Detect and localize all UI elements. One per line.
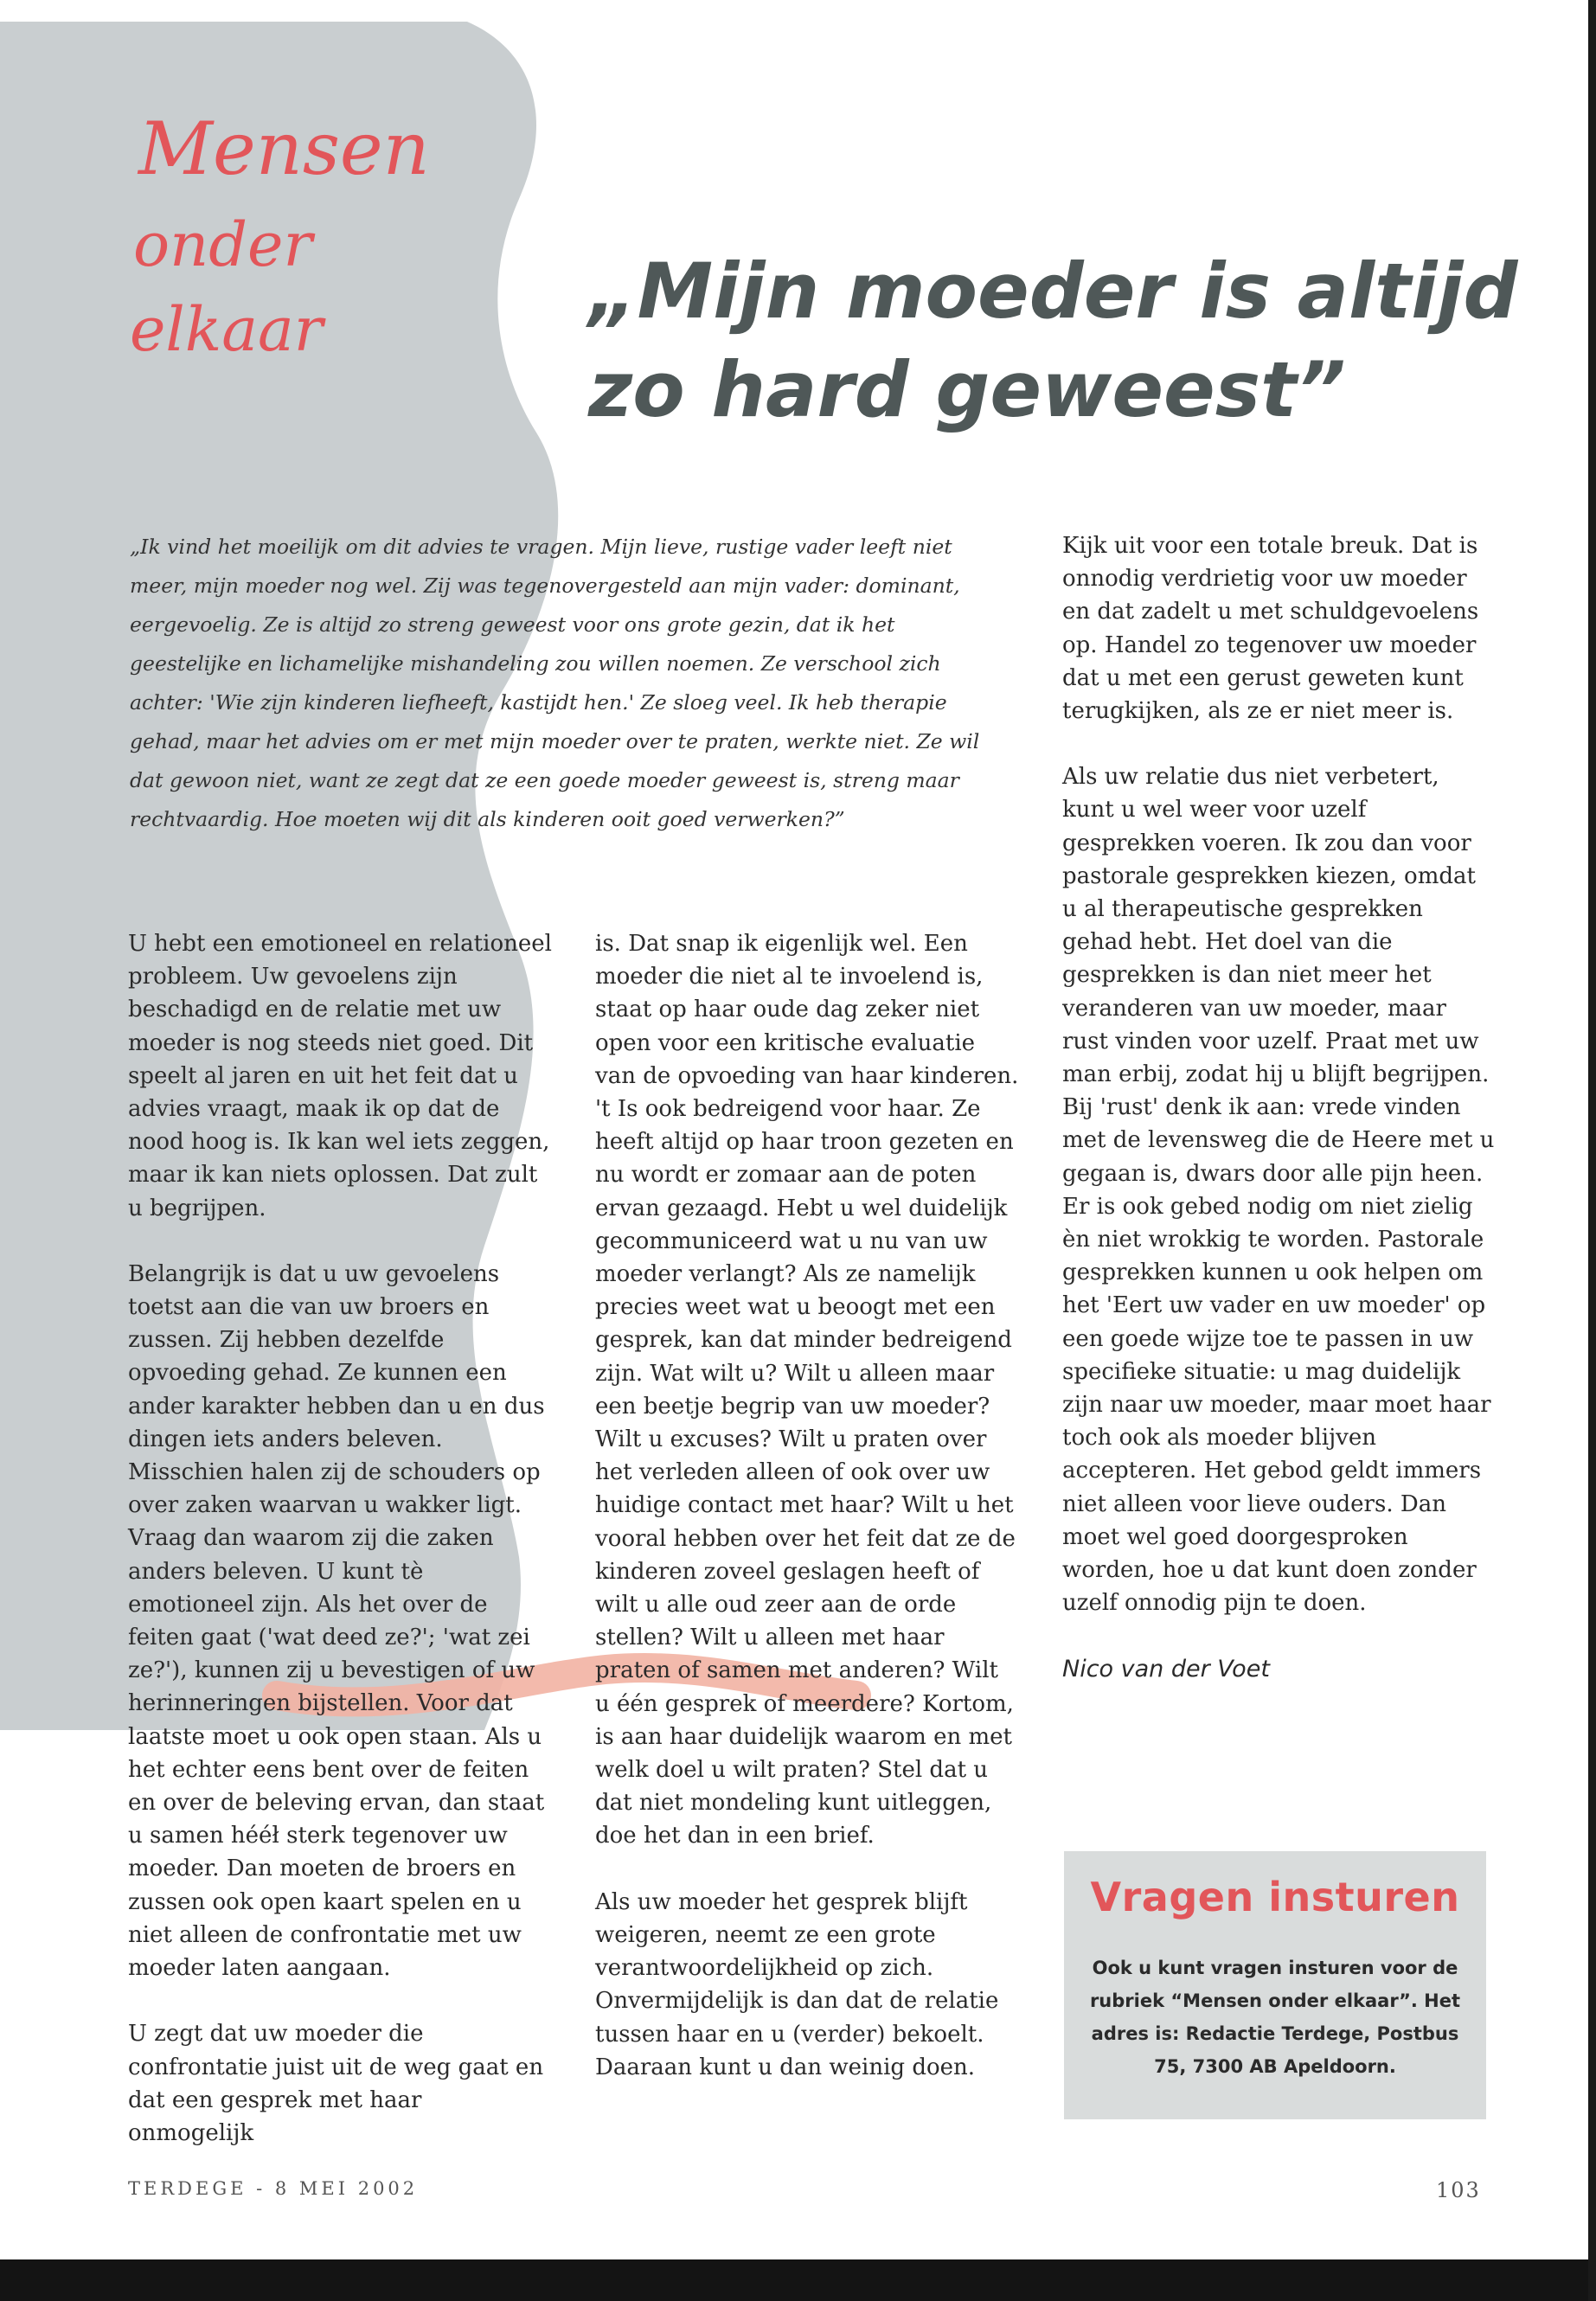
headline-line2: zo hard geweest” [588, 345, 1346, 434]
paragraph: Kijk uit voor een totale breuk. Dat is onnodig verdrietig voor uw moeder en dat zadelt u met schuldgevoelens op. Handel zo tegenover uw moeder dat u met een gerust geweten kunt terugkijken, als ze er niet meer is. [1062, 533, 1479, 725]
reader-question: „Ik vind het moeilijk om dit advies te vragen. Mijn lieve, rustige vader leeft niet meer, mijn moeder nog wel. Zij was tegenovergesteld aan mijn vader: dominant, eergevoelig. Ze is altijd zo streng geweest voor ons grote gezin, dat ik het geestelijke en lichamelijke mishandeling zou willen noemen. Ze verschool zich achter: 'Wie zijn kinderen liefheeft, kastijdt hen.' Ze sloeg veel. Ik heb therapie gehad, maar het advies om er met mijn moeder over te praten, werkte niet. Ze wil dat gewoon niet, want ze zegt dat ze een goede moeder geweest is, streng maar rechtvaardig. Hoe moeten wij dit als kinderen ooit goed verwerken?” [130, 535, 980, 831]
section-label [130, 106, 493, 365]
section-label-line3: elkaar [130, 294, 324, 365]
paragraph: U hebt een emotioneel en relationeel probleem. Uw gevoelens zijn beschadigd en de relatie met uw moeder is nog steeds niet goed. Dit speelt al jaren en uit het feit dat u advies vraagt, maak ik op dat de nood hoog is. Ik kan wel iets zeggen, maar ik kan niets oplossen. Dat zult u begrijpen. [128, 931, 552, 1221]
paragraph: Als uw moeder het gesprek blijft weigeren, neemt ze een grote verantwoordelijkheid op zich. Onvermijdelijk is dan dat de relatie tussen haar en u (verder) bekoelt. Daaraan kunt u dan weinig doen. [595, 1888, 999, 2080]
page-number: 103 [1436, 2178, 1481, 2202]
article-headline [588, 242, 1557, 439]
paragraph: Als uw relatie dus niet verbetert, kunt u wel weer voor uzelf gesprekken voeren. Ik zou dan voor pastorale gesprekken kiezen, omdat u al therapeutische gesprekken gehad hebt. Het doel van die gesprekken is dan niet meer het veranderen van uw moeder, maar rust vinden voor uzelf. Praat met uw man erbij, zodat hij u blijft begrijpen. Bij 'rust' denk ik aan: vrede vinden met de levensweg die de Heere met u gegaan is, dwars door alle pijn heen. Er is ook gebed nodig om niet zielig èn niet wrokkig te worden. Pastorale gesprekken kunnen u ook helpen om het 'Eert uw vader en uw moeder' op een goede wijze toe te passen in uw specifieke situatie: u mag duidelijk zijn naar uw moeder, maar moet haar toch ook als moeder blijven accepteren. Het gebod geldt immers niet alleen voor lieve ouders. Dan moet wel goed doorgesproken worden, hoe u dat kunt doen zonder uzelf onnodig pijn te doen. [1062, 764, 1495, 1617]
info-box-text: Ook u kunt vragen insturen voor de rubriek “Mensen onder elkaar”. Het adres is: Redactie Terdege, Postbus 75, 7300 AB Apeldoorn. [1089, 1958, 1461, 2077]
paragraph: is. Dat snap ik eigenlijk wel. Een moeder die niet al te invoelend is, staat op haar oude dag zeker niet open voor een kritische evaluatie van de opvoeding van haar kinderen. 't Is ook bedreigend voor haar. Ze heeft altijd op haar troon gezeten en nu wordt er zomaar aan de poten ervan gezaagd. Hebt u wel duidelijk gecommuniceerd wat u nu van uw moeder verlangt? Als ze namelijk precies weet wat u beoogt met een gesprek, kan dat minder bedreigend zijn. Wat wilt u? Wilt u alleen maar een beetje begrip van uw moeder? Wilt u excuses? Wilt u praten over het verleden alleen of ook over uw huidige contact met haar? Wilt u het vooral hebben over het feit dat ze de kinderen zoveel geslagen heeft of wilt u alle oud zeer aan de orde stellen? Wilt u alleen met haar praten of samen met anderen? Wilt u één gesprek of meerdere? Kortom, is aan haar duidelijk waarom en met welk doel u wilt praten? Stel dat u dat niet mondeling kunt uitleggen, doe het dan in een brief. [595, 931, 1019, 1849]
headline-line1: „Mijn moeder is altijd [588, 247, 1518, 336]
info-box-title: Vragen insturen [1090, 1874, 1460, 1920]
article-column-1 [128, 927, 552, 2182]
footer-publication: TERDEGE - 8 MEI 2002 [128, 2178, 419, 2199]
paragraph: U zegt dat uw moeder die confrontatie juist uit de weg gaat en dat een gesprek met haar onmogelijk [128, 2021, 544, 2146]
section-label-line2: onder [133, 209, 312, 280]
scan-bottom-edge [0, 2259, 1596, 2301]
submit-questions-box [1064, 1851, 1486, 2119]
article-column-3 [1062, 529, 1495, 1686]
paragraph: Belangrijk is dat u uw gevoelens toetst aan die van uw broers en zussen. Zij hebben dezelfde opvoeding gehad. Ze kunnen een ander karakter hebben dan u en dus dingen iets anders beleven. Misschien halen zij de schouders op over zaken waarvan u wakker ligt. Vraag dan waarom zij die zaken anders beleven. U kunt tè emotioneel zijn. Als het over de feiten gaat ('wat deed ze?'; 'wat zei ze?'), kunnen zij u bevestigen of uw herinneringen bijstellen. Voor dat laatste moet u ook open staan. Als u het echter eens bent over de feiten en over de beleving ervan, dan staat u samen hééł sterk tegenover uw moeder. Dan moeten de broers en zussen ook open kaart spelen en u niet alleen de confrontatie met uw moeder laten aangaan. [128, 1260, 545, 1982]
author-signature: Nico van der Voet [1062, 1655, 1270, 1682]
section-label-line1: Mensen [138, 106, 430, 191]
article-column-2 [595, 927, 1019, 2117]
scan-right-edge [1588, 0, 1596, 2301]
